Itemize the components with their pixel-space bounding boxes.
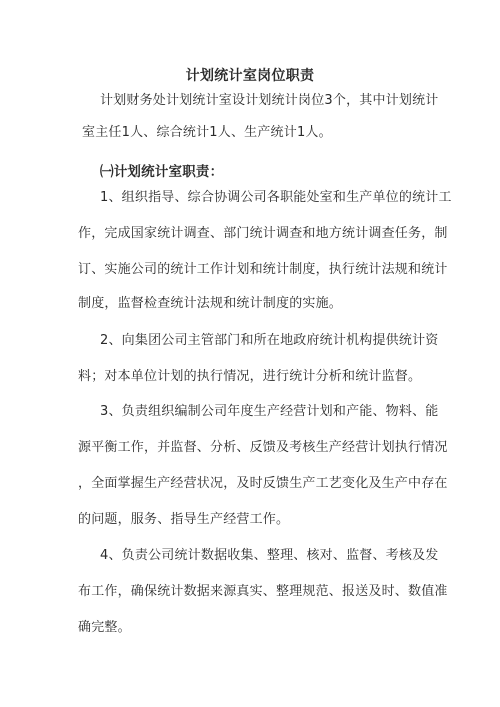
item-3-line-1: 3、负责组织编制公司年度生产经营计划和产能、物料、能 xyxy=(100,404,439,419)
item-1-line-2: 作，完成国家统计调查、部门统计调查和地方统计调查任务，制 xyxy=(78,226,448,241)
item-3-line-4: 的问题，服务、指导生产经营工作。 xyxy=(78,512,290,527)
item-1-line-4: 制度，监督检查统计法规和统计制度的实施。 xyxy=(78,296,343,311)
item-4-line-1: 4、负责公司统计数据收集、整理、核对、监督、考核及发 xyxy=(100,548,439,563)
item-1-line-3: 订、实施公司的统计工作计划和统计制度，执行统计法规和统计 xyxy=(78,262,448,277)
item-2-line-2: 料；对本单位计划的执行情况，进行统计分析和统计监督。 xyxy=(78,369,422,384)
item-1-line-1: 1、组织指导、综合协调公司各职能处室和生产单位的统计工 xyxy=(100,190,452,205)
item-4-line-3: 确完整。 xyxy=(78,620,131,635)
section-heading: ㈠计划统计室职责： xyxy=(100,164,224,180)
item-3-line-3: ，全面掌握生产经营状况，及时反馈生产工艺变化及生产中存在 xyxy=(78,476,448,491)
item-4-line-2: 布工作，确保统计数据来源真实、整理规范、报送及时、数值准 xyxy=(78,584,448,599)
item-3-line-2: 源平衡工作，并监督、分析、反馈及考核生产经营计划执行情况 xyxy=(78,440,448,455)
intro-line-1: 计划财务处计划统计室设计划统计岗位3个，其中计划统计 xyxy=(100,93,439,108)
item-2-line-1: 2、向集团公司主管部门和所在地政府统计机构提供统计资 xyxy=(100,333,439,348)
document-title: 计划统计室岗位职责 xyxy=(185,68,315,84)
intro-line-2: 室主任1人、综合统计1人、生产统计1人。 xyxy=(82,125,332,140)
